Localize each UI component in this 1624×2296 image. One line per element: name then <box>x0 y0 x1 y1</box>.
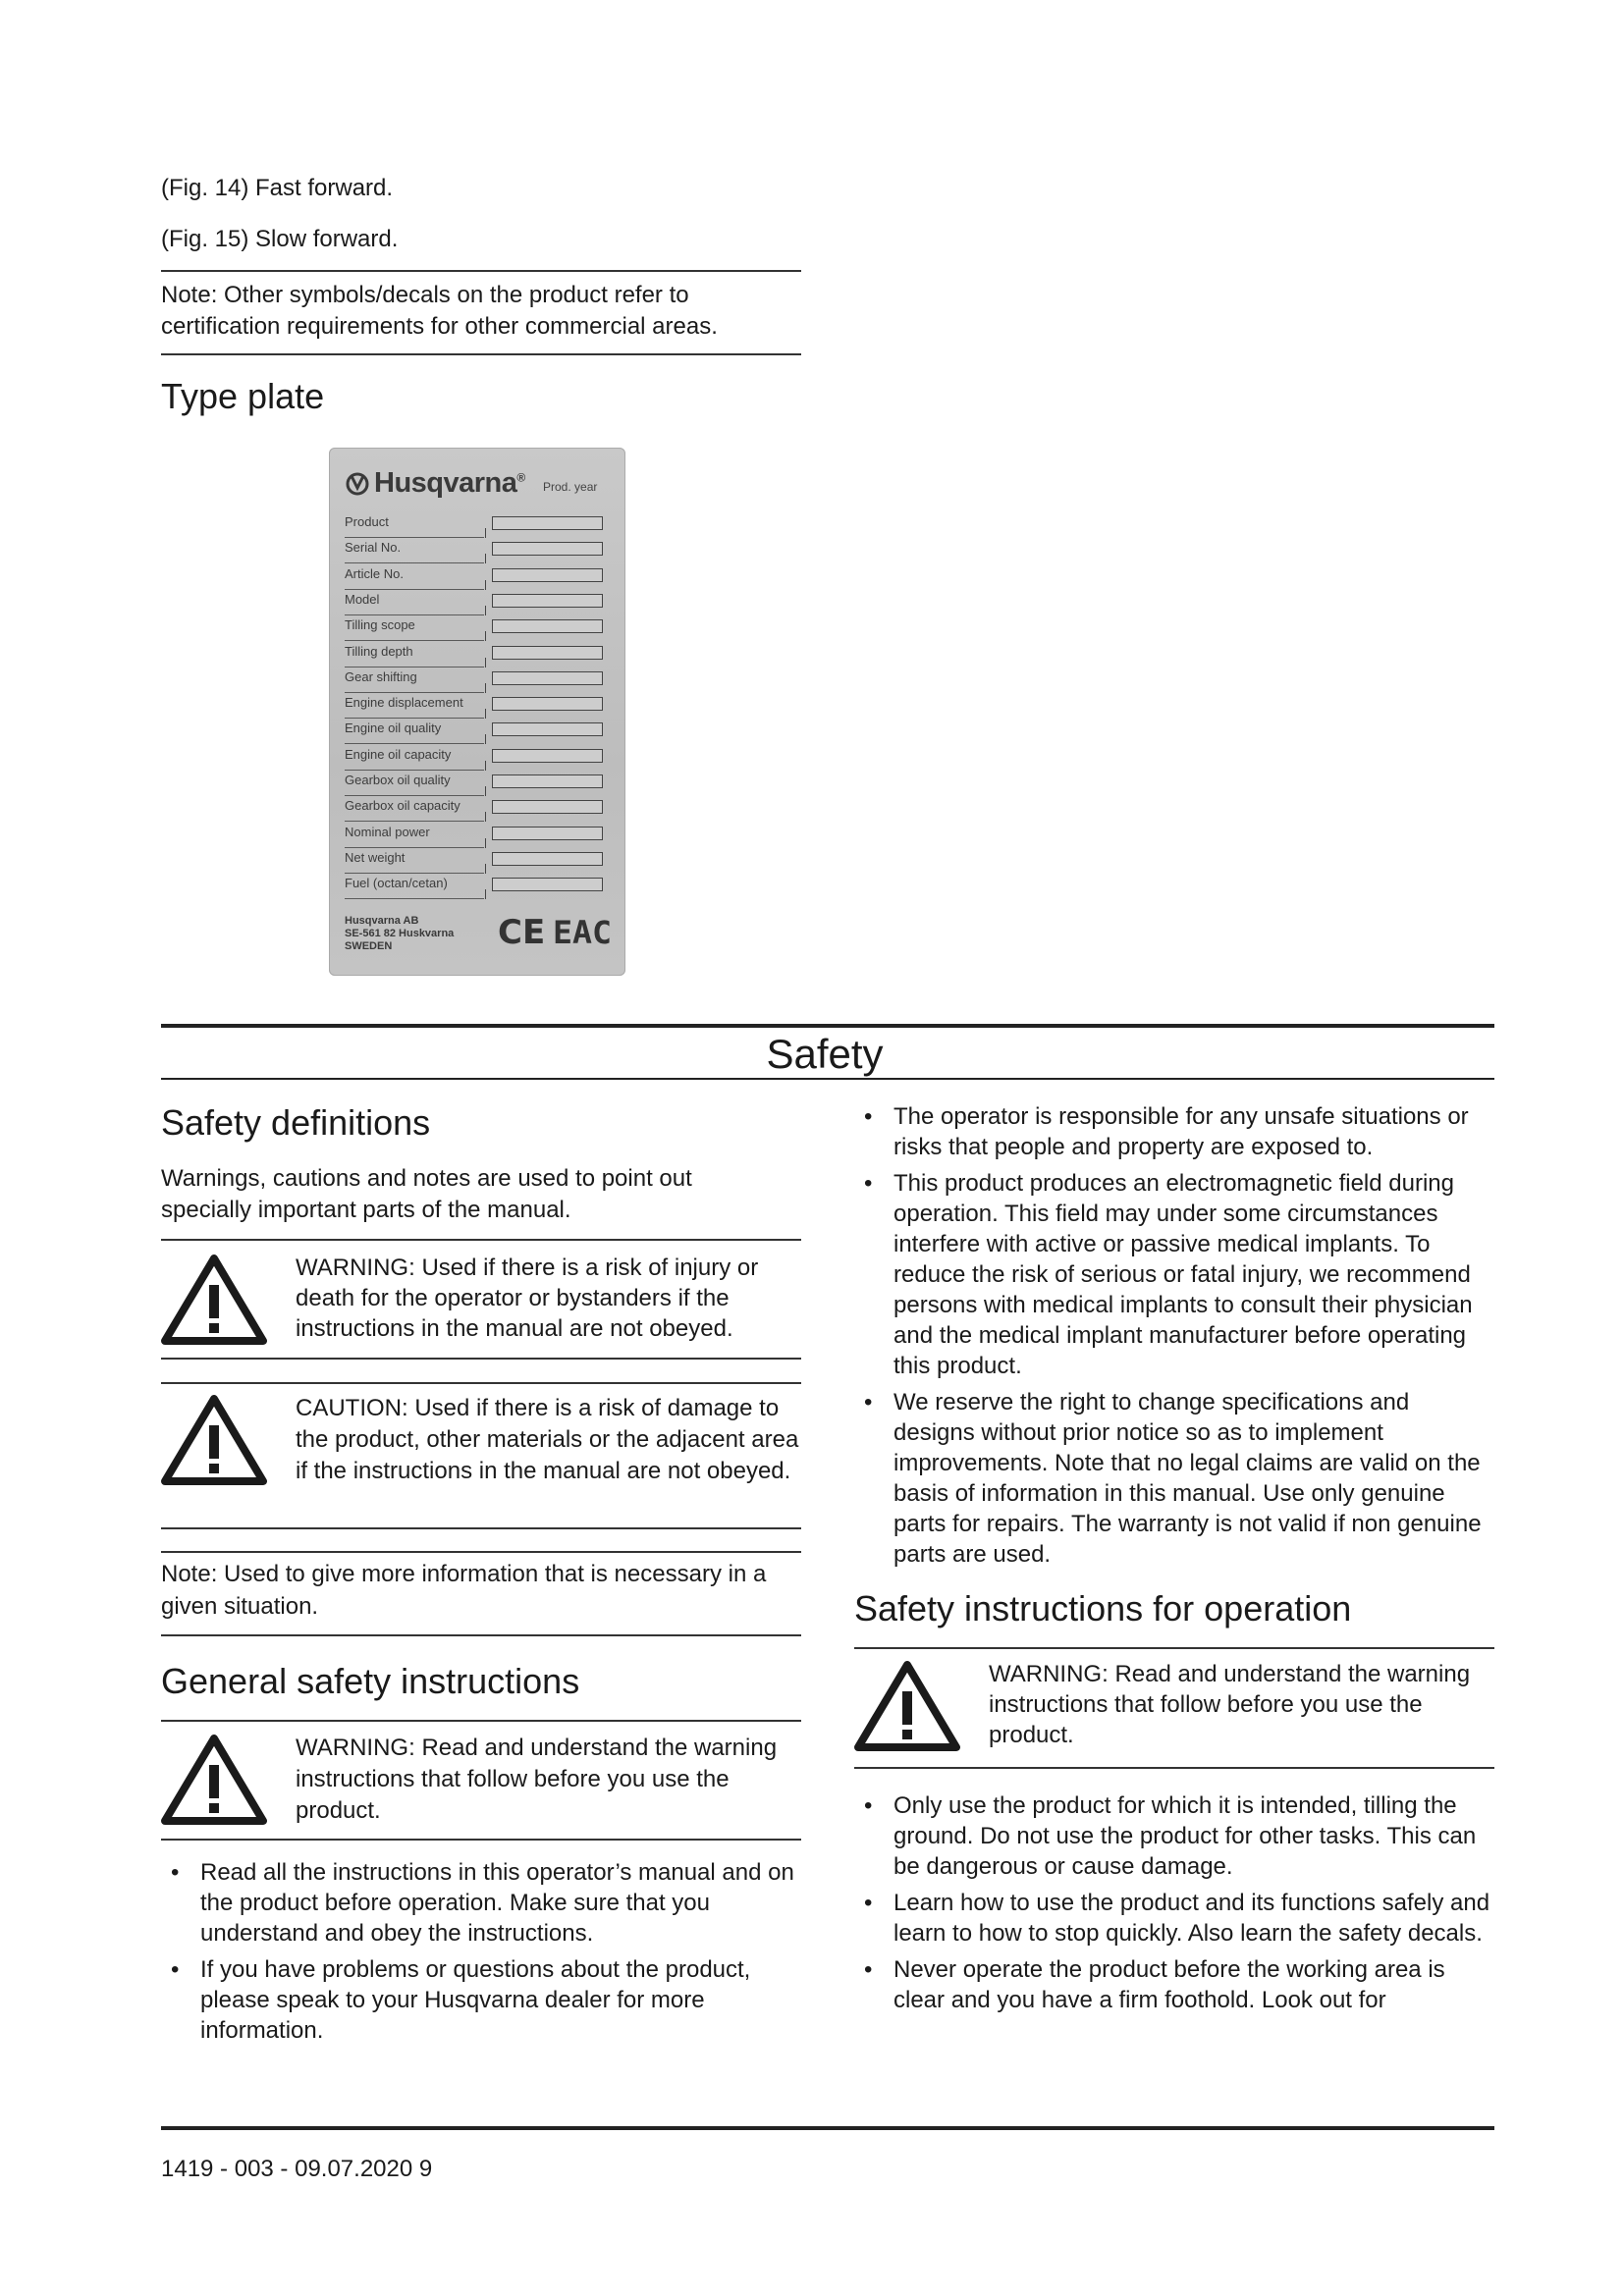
plate-row-tick <box>485 734 486 744</box>
plate-row <box>345 874 610 899</box>
plate-row-label: Article No. <box>345 565 404 581</box>
warning-body: Read and understand the warning instructions that follow before you use the product. <box>989 1661 1471 1748</box>
list-item-text: Never operate the product before the working area is clear and you have a firm foothold. Look out for <box>893 1956 1445 2013</box>
plate-row-value-box <box>492 774 603 788</box>
warning-body: Read and understand the warning instructions that follow before you use the product. <box>296 1735 778 1824</box>
warning-label: WARNING: <box>296 1735 415 1761</box>
divider <box>854 1647 1494 1649</box>
operation-warning-text <box>989 1659 1494 1750</box>
plate-row-tick <box>485 812 486 822</box>
plate-row-label: Gearbox oil quality <box>345 773 451 787</box>
operation-warning <box>854 1659 1494 1757</box>
plate-row-tick <box>485 658 486 667</box>
plate-row-tick <box>485 709 486 719</box>
footer-text: 1419 - 003 - 09.07.2020 9 <box>161 2156 433 2182</box>
warning-definition <box>161 1253 801 1351</box>
general-warning-text <box>296 1733 801 1827</box>
note-text: Other symbols/decals on the product refer to certification requirements for other commercial areas. <box>161 282 718 340</box>
list-item <box>854 1954 1492 2015</box>
plate-row-value-box <box>492 568 603 582</box>
safety-definitions-intro: Warnings, cautions and notes are used to point out specially important parts of the manual. <box>161 1165 692 1223</box>
plate-row-value-box <box>492 542 603 556</box>
bullet-dot: • <box>864 1103 873 1130</box>
plate-row-label: Product <box>345 514 389 529</box>
type-plate-heading: Type plate <box>161 376 325 416</box>
section-rule-bottom <box>161 1078 1494 1080</box>
plate-row <box>345 719 610 744</box>
caution-label: CAUTION: <box>296 1395 408 1421</box>
plate-row <box>345 771 610 796</box>
operation-safety-heading: Safety instructions for operation <box>854 1588 1352 1629</box>
plate-row-underline <box>345 898 484 899</box>
plate-row-label: Fuel (octan/cetan) <box>345 876 448 891</box>
note-top <box>161 280 799 343</box>
divider <box>161 1551 801 1553</box>
list-item <box>854 1101 1492 1162</box>
plate-row-tick <box>485 606 486 615</box>
plate-row-label: Tilling depth <box>345 643 413 659</box>
plate-row-label: Engine oil quality <box>345 721 442 736</box>
plate-row-label: Nominal power <box>345 824 430 839</box>
plate-address <box>345 915 454 953</box>
ce-mark: CE <box>498 913 546 950</box>
warning-triangle-icon <box>161 1393 267 1487</box>
bullet-dot: • <box>864 1890 873 1916</box>
plate-row-value-box <box>492 749 603 763</box>
plate-row <box>345 745 610 771</box>
list-item <box>161 1857 809 1949</box>
plate-row-value-box <box>492 852 603 866</box>
type-plate-image <box>329 448 625 976</box>
divider <box>161 1239 801 1241</box>
divider <box>161 1839 801 1841</box>
brand-name <box>374 467 525 500</box>
list-item-text: Only use the product for which it is intended, tilling the ground. Do not use the product for other tasks. This can be dangerous or cause damage. <box>893 1792 1477 1880</box>
caution-body: Used if there is a risk of damage to the product, other materials or the adjacent area if the instructions in the manual are not obeyed. <box>296 1395 799 1484</box>
plate-row-value-box <box>492 594 603 608</box>
divider <box>854 1767 1494 1769</box>
warning-label: WARNING: <box>989 1661 1109 1687</box>
plate-row <box>345 848 610 874</box>
plate-row-value-box <box>492 800 603 814</box>
address-line: Husqvarna AB <box>345 915 419 927</box>
plate-row <box>345 642 610 667</box>
list-item <box>854 1790 1492 1882</box>
plate-row-label: Serial No. <box>345 540 402 556</box>
caution-definition-text <box>296 1393 801 1487</box>
note-body: Used to give more information that is necessary in a given situation. <box>161 1561 767 1620</box>
caution-definition <box>161 1393 801 1521</box>
section-title: Safety <box>766 1031 884 1077</box>
plate-row-value-box <box>492 722 603 736</box>
warning-triangle-icon <box>161 1253 267 1347</box>
plate-row-tick <box>485 554 486 563</box>
list-item-text: If you have problems or questions about the product, please speak to your Husqvarna dealer for more information. <box>200 1956 751 2044</box>
plate-row-label: Engine oil capacity <box>345 746 452 762</box>
plate-row-tick <box>485 761 486 771</box>
plate-row-tick <box>485 838 486 848</box>
warning-triangle-icon <box>161 1733 267 1827</box>
plate-row-label: Net weight <box>345 849 406 865</box>
general-safety-list <box>161 1857 809 2052</box>
plate-row <box>345 796 610 822</box>
operation-safety-list <box>854 1790 1492 2021</box>
list-item <box>854 1168 1492 1381</box>
plate-row <box>345 823 610 848</box>
plate-row-tick <box>485 889 486 899</box>
plate-row-tick <box>485 580 486 590</box>
ce-eac-marks <box>498 911 616 950</box>
list-item-text: This product produces an electromagnetic field during operation. This field may under some circumstances interfere with active or passive medical implants. To reduce the risk of serious or fatal injury, we recommend persons with medical implants to consult their physician and the medical implant manufacturer before operating this product. <box>893 1170 1473 1379</box>
plate-row <box>345 538 610 563</box>
plate-row-value-box <box>492 671 603 685</box>
right-column-list <box>854 1101 1492 1575</box>
plate-row-label: Engine displacement <box>345 695 463 711</box>
plate-row-tick <box>485 683 486 693</box>
plate-row-label: Model <box>345 591 380 607</box>
plate-row <box>345 590 610 615</box>
divider <box>161 353 801 355</box>
plate-row-value-box <box>492 827 603 840</box>
bullet-dot: • <box>864 1792 873 1819</box>
husqvarna-logo-icon <box>345 470 370 496</box>
warning-triangle-icon <box>854 1659 960 1753</box>
note-label: Note: <box>161 1561 218 1587</box>
list-item <box>854 1888 1492 1949</box>
plate-row-value-box <box>492 878 603 891</box>
plate-row <box>345 512 610 538</box>
bullet-dot: • <box>864 1170 873 1197</box>
warning-label: WARNING: <box>296 1255 415 1281</box>
plate-row <box>345 615 610 641</box>
safety-definitions-heading: Safety definitions <box>161 1102 431 1143</box>
divider <box>161 1720 801 1722</box>
eac-mark: EAC <box>553 914 612 950</box>
brand-text: Husqvarna <box>374 467 517 499</box>
divider <box>161 1634 801 1636</box>
general-safety-heading: General safety instructions <box>161 1661 580 1701</box>
list-item-text: The operator is responsible for any unsafe situations or risks that people and property are exposed to. <box>893 1103 1469 1160</box>
warning-definition-text <box>296 1253 801 1344</box>
general-warning <box>161 1733 801 1831</box>
warning-body: Used if there is a risk of injury or death for the operator or bystanders if the instructions in the manual are not obeyed. <box>296 1255 759 1342</box>
list-item-text: Learn how to use the product and its functions safely and learn to how to stop quickly. Also learn the safety decals. <box>893 1890 1490 1947</box>
list-item <box>854 1387 1492 1570</box>
plate-row <box>345 693 610 719</box>
plate-row-label: Gear shifting <box>345 668 417 684</box>
bullet-dot: • <box>171 1956 180 1983</box>
note-label: Note: <box>161 282 218 308</box>
fig-15-note: (Fig. 15) Slow forward. <box>161 226 399 252</box>
plate-row <box>345 564 610 590</box>
plate-row-label: Gearbox oil capacity <box>345 798 460 814</box>
plate-row-value-box <box>492 646 603 660</box>
list-item-text: We reserve the right to change specifications and designs without prior notice so as to implement improvements. Note that no legal claims are valid on the basis of information in this manual. Use only genuine parts for repairs. The warranty is not valid if non genuine parts are used. <box>893 1389 1482 1568</box>
bullet-dot: • <box>864 1389 873 1415</box>
bullet-dot: • <box>171 1859 180 1886</box>
address-line: SWEDEN <box>345 940 393 952</box>
plate-row-value-box <box>492 697 603 711</box>
plate-row-tick <box>485 864 486 874</box>
note-definition <box>161 1558 799 1623</box>
bullet-dot: • <box>864 1956 873 1983</box>
plate-row-tick <box>485 631 486 641</box>
divider <box>161 270 801 272</box>
divider <box>161 1527 801 1529</box>
footer-rule <box>161 2126 1494 2130</box>
prod-year-label: Prod. year <box>543 480 598 494</box>
plate-row-tick <box>485 786 486 796</box>
divider <box>161 1382 801 1384</box>
fig-14-note: (Fig. 14) Fast forward. <box>161 175 394 201</box>
address-line: SE-561 82 Huskvarna <box>345 928 455 939</box>
plate-row-tick <box>485 528 486 538</box>
list-item <box>161 1954 809 2046</box>
divider <box>161 1358 801 1360</box>
plate-row <box>345 667 610 693</box>
list-item-text: Read all the instructions in this operator’s manual and on the product before operation. Make sure that you understand and obey the instructions. <box>200 1859 794 1947</box>
section-rule-top <box>161 1024 1494 1028</box>
plate-row-value-box <box>492 516 603 530</box>
plate-row-label: Tilling scope <box>345 617 415 633</box>
plate-row-value-box <box>492 619 603 633</box>
brand-reg: ® <box>516 470 525 485</box>
